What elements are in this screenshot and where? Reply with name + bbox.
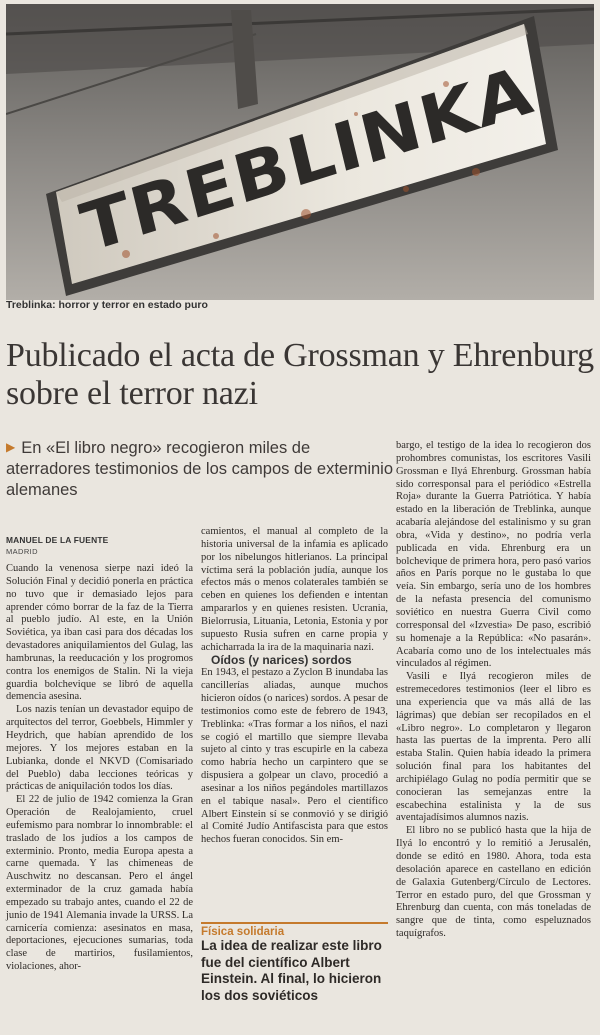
sign-illustration xyxy=(6,4,594,300)
photo-caption: Treblinka: horror y terror en estado puro xyxy=(6,299,208,311)
paragraph: camientos, el manual al completo de la historia universal de la infamia es aplicado por los nibelungos hitlerianos. La principal víctima será la población judía, aunque los efectos más o menos colaterales también se ceben en quienes los defienden e intentan ampararlos y en quienes resisten. Ucrania, Bielorrusia, Lituania, Letonia, Estonia y por supuesto Rusia sufren en carne propia y achicharrada la ira de la maquinaria nazi. xyxy=(201,526,388,653)
article-column-3 xyxy=(396,440,591,941)
article-column-2 xyxy=(201,526,388,847)
paragraph: El 22 de julio de 1942 comienza la Gran Operación de Realojamiento, cruel eufemismo para nombrar lo innombrable: el traslado de los judíos a los campos de exterminio. Pronto, media Europa apesta a carne quemada. Y las chimeneas de Auschwitz no descansan. Pero el ángel exterminador de la cruz gamada había empezado su trabajo antes, cuando el 22 de junio de 1941 Alemania invade la URSS. La carnicería comienza: asesinatos en masa, deportaciones, ejecuciones sumarias, toda clase de martirios, fusilamientos, violaciones, ahor- xyxy=(6,794,193,973)
paragraph: Vasili e Ilyá recogieron miles de estremecedores testimonios (leer el libro es una experiencia que va más allá de las lágrimas) que debían ser recopilados en el «Libro negro». Lo completaron y llegaron hasta las puertas de la imprenta. Pero allí estaba Stalin. Quien había ideado la primera solución final para los habitantes del archipiélago Gulag no podía permitir que se conocieran las semejanzas entre la escabechina estalinista y la de sus aventajadísimos alumnos nazis. xyxy=(396,671,591,824)
sign-text: TREBLINKA xyxy=(73,65,497,268)
paragraph: El libro no se publicó hasta que la hija de Ilyá lo encontró y lo remitió a Jerusalén, donde se editó en 1980. Ahora, toda esta desolación aparece en castellano en edición de Galaxia Gutenberg/Círculo de Lectores. Terror en estado puro, del que Grossman y Ehrenburg dan cuenta, con más toneladas de sangre que de tinta, como espeluznados taquígrafos. xyxy=(396,825,591,940)
byline-author: MANUEL DE LA FUENTE xyxy=(6,535,109,545)
pull-quote-text: La idea de realizar este libro fue del científico Albert Einstein. Al final, lo hicieron los dos soviéticos xyxy=(201,938,382,1003)
paragraph: bargo, el testigo de la idea lo recogieron dos prohombres comunistas, los escritores Vasili Grossman e Ilyá Ehrenburg. Grossman había sido corresponsal para el periódico «Estrella Roja» durante la Guerra Patriótica. Y había estado en la liberación de Treblinka, aunque acabaría alejándose del estalinismo y su gran obra, «Vida y destino», no podría verla publicada en vida. Ehrenburg era un bolchevique de primera hora, pero pasó varios años en París porque no le gustaba lo que veía. Sin embargo, sería uno de los hombres de la nefasta presencia del comunismo soviético en nuestra Guerra Civil como corresponsal del «Izvestia» De paso, escribió su homenaje a la República: «No pasarán». Acabaría como uno de los intelectuales más vinculados al régimen. xyxy=(396,440,591,670)
deck xyxy=(6,437,394,501)
subheading: Oídos (y narices) sordos xyxy=(211,653,352,668)
paragraph: En 1943, el pestazo a Zyclon B inundaba las cancillerías aliadas, aunque muchos hicieron oídos (o narices) sordos. A pesar de testimonios como este de febrero de 1943, Treblinka: «Tras formar a los niños, el nazi se cogió el martillo que siempre llevaba sujeto al cinto y tras escupirle en la cabeza como habría hecho un carpintero que se dispusiera a golpear un clavo, procedió a asesinar a los niños pegándoles martillazos en el tabique nasal». Pero el científico Albert Einstein sí se conmovió y se dirigió al Comité Judío Antifascista para que estos hechos fueran conocidos. Sin em- xyxy=(201,667,388,846)
photo-treblinka-sign xyxy=(6,4,594,300)
headline: Publicado el acta de Grossman y Ehrenburg sobre el terror nazi xyxy=(6,337,594,412)
pull-quote-box xyxy=(201,922,388,1004)
paragraph: Cuando la venenosa sierpe nazi ideó la Solución Final y decidió ponerla en práctica no tuvo que ir demasiado lejos para aprender cómo borrar de la faz de la Tierra al pueblo judío. Al este, en la Unión Soviética, ya iban casi para dos décadas los devastadores aniquilamientos del Gulag, las hambrunas, la reeducación y los progromos contra los enemigos de Stalin. Ni la vieja guardia bolchevique se libró de aquella demencia asesina. xyxy=(6,563,193,703)
deck-text: En «El libro negro» recogieron miles de aterradores testimonios de los campos de exterminio alemanes xyxy=(6,439,394,499)
byline-place: MADRID xyxy=(6,547,38,556)
pull-quote-kicker: Física solidaria xyxy=(201,926,285,938)
article-column-1 xyxy=(6,563,193,974)
arrow-icon: ▶ xyxy=(6,440,16,454)
paragraph: Los nazis tenían un devastador equipo de arquitectos del terror, Goebbels, Himmler y Heydrich, que habían aprendido de los mejores. Y los mejores estaban en la Lubianka, donde el NKVD (Comisariado del Pueblo) daba lecciones teóricas y prácticas de aniquilación todos los días. xyxy=(6,704,193,793)
